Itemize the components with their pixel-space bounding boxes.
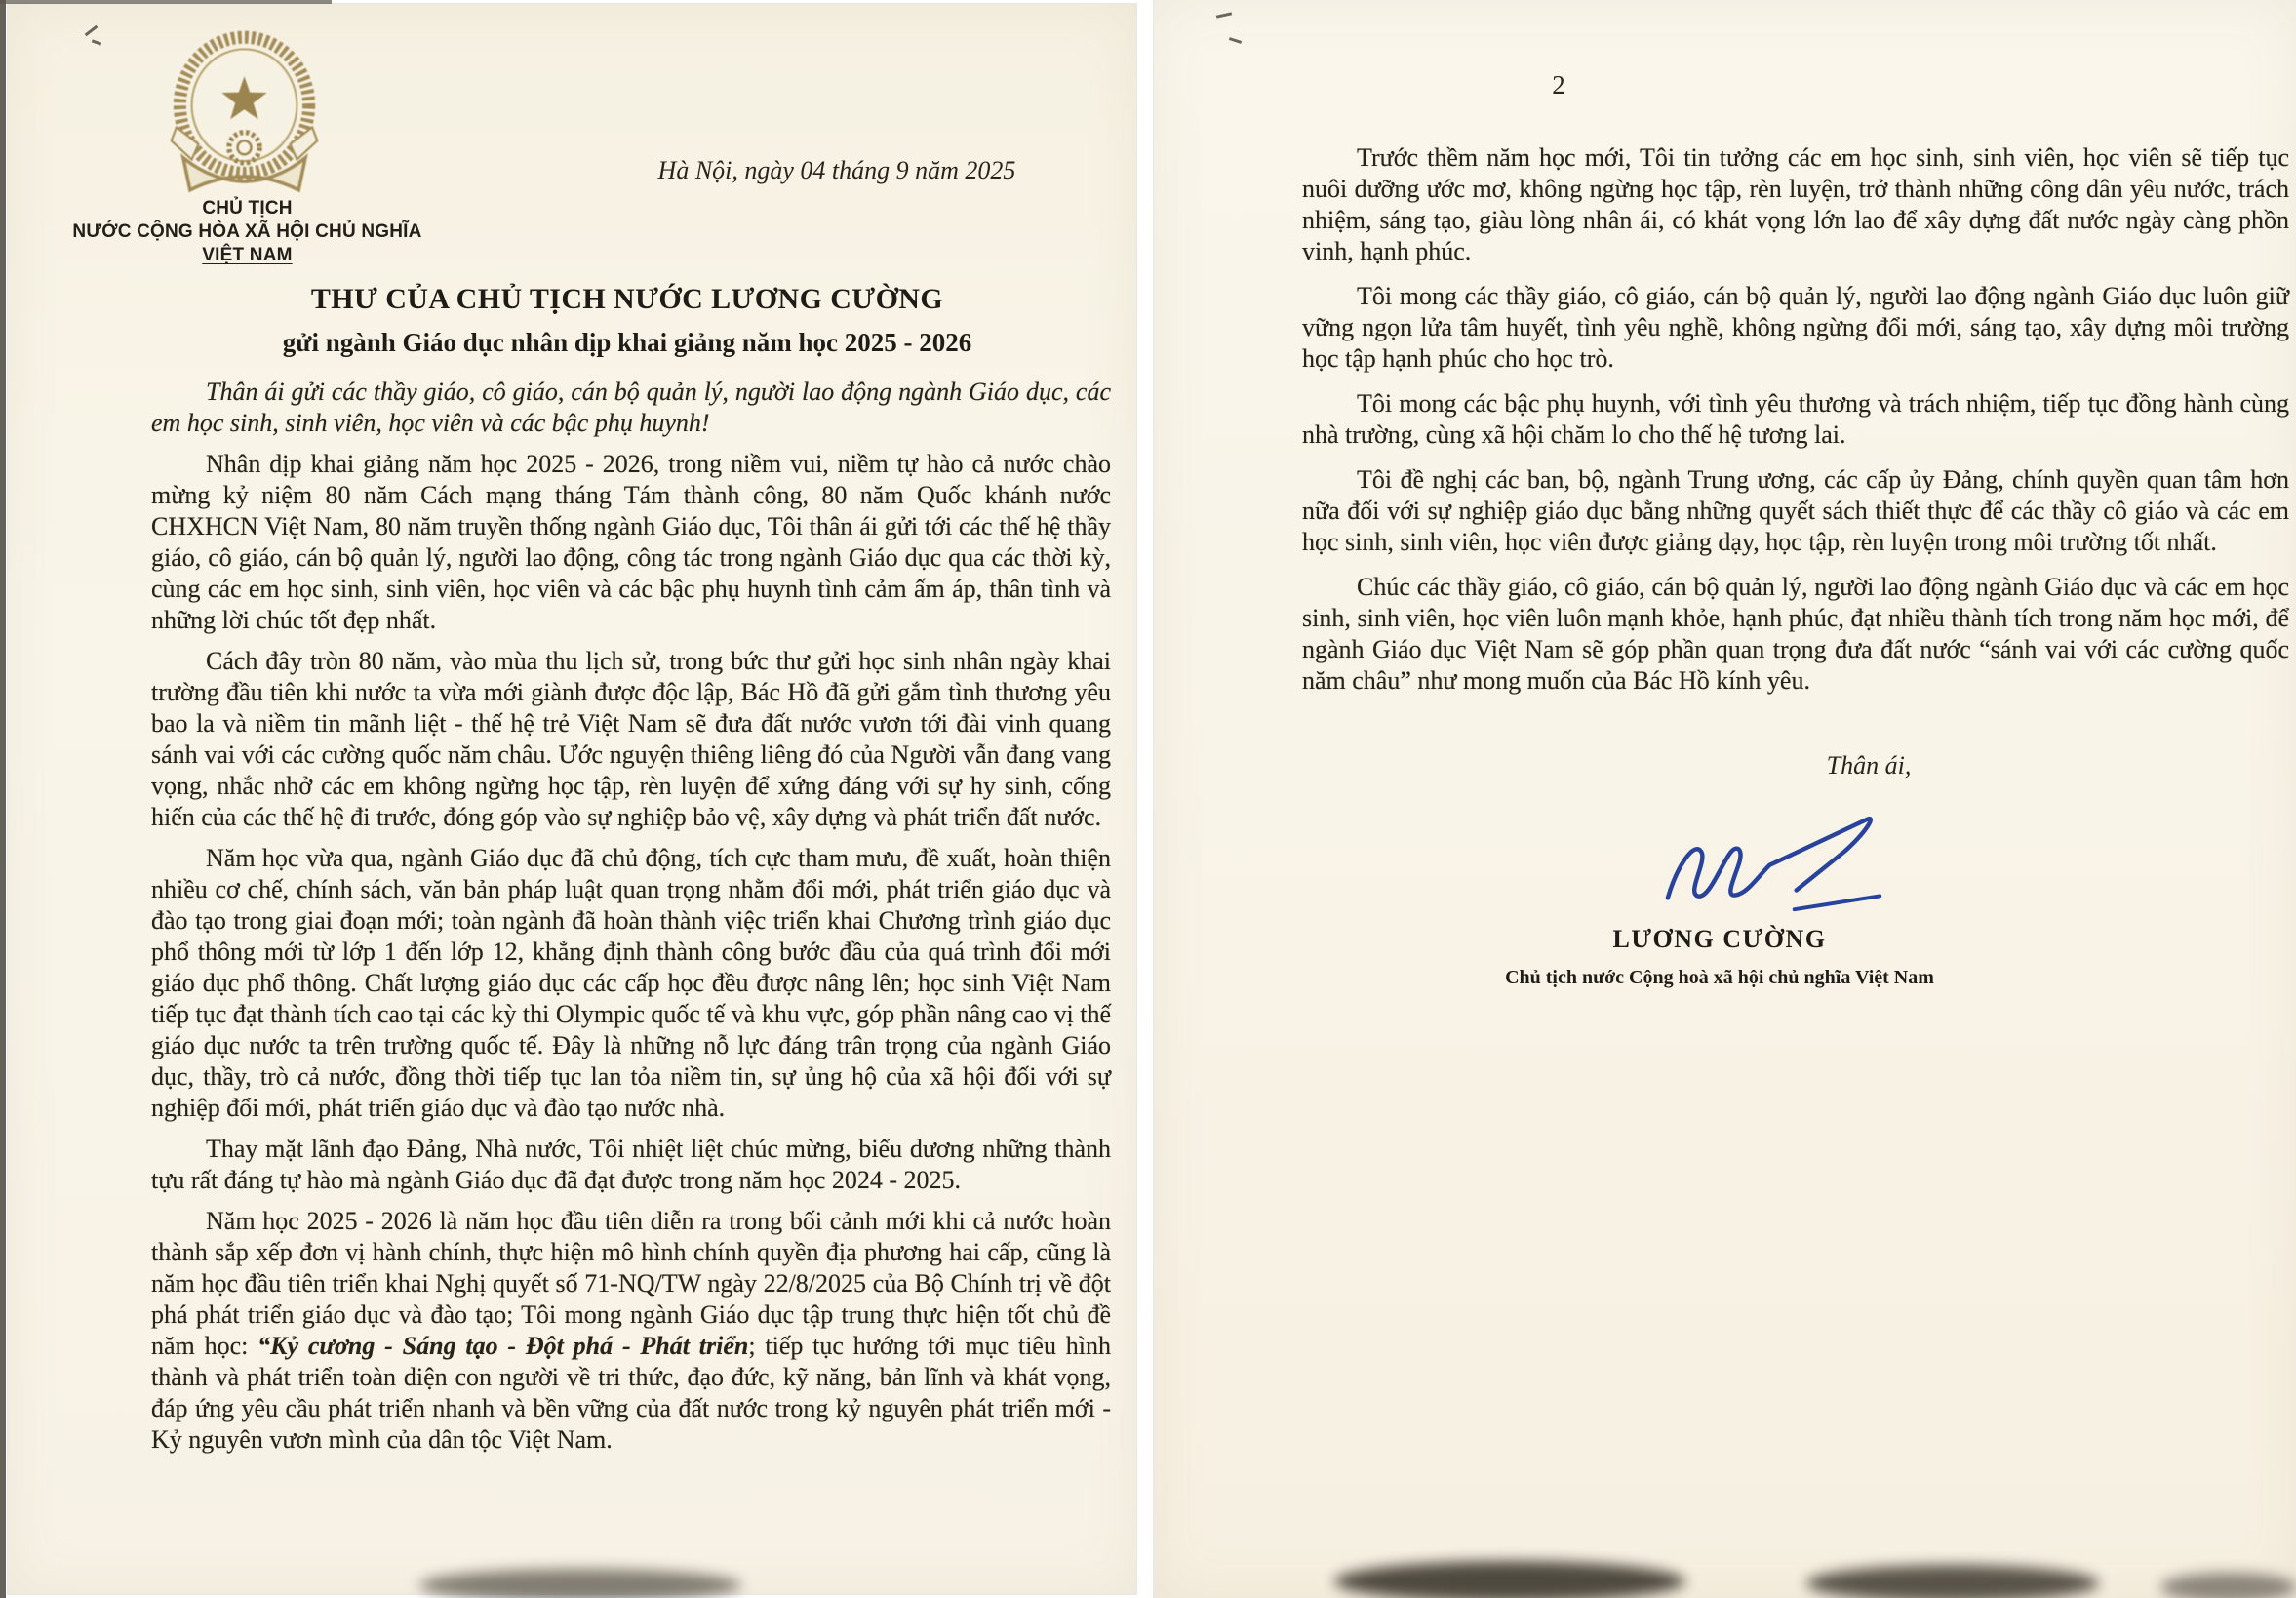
paragraph: Nhân dịp khai giảng năm học 2025 - 2026, trong niềm vui, niềm tự hào cả nước chào mừng kỷ niệm 80 năm Cách mạng tháng Tám thành công, 80 năm Quốc khánh nước CHXHCN Việt Nam, 80 năm truyền thống ngành Giáo dục, Tôi thân ái gửi tới các thế hệ thầy giáo, cô giáo, cán bộ quản lý, người lao động, công tác trong ngành Giáo dục qua các thời kỳ, cùng các em học sinh, sinh viên, học viên và các bậc phụ huynh tình cảm ấm áp, thân tình và những lời chúc tốt đẹp nhất. <box>151 450 1111 634</box>
letter-page-1 <box>8 4 1136 1594</box>
letter-page-2 <box>1154 0 2296 1598</box>
dateline: Hà Nội, ngày 04 tháng 9 năm 2025 <box>657 156 1016 184</box>
closing-salute: Thân ái, <box>1826 751 1912 779</box>
letter-body-page-1 <box>151 377 1111 1465</box>
paragraph: Tôi mong các bậc phụ huynh, với tình yêu thương và trách nhiệm, tiếp tục đồng hành cùng nhà trường, cùng xã hội chăm lo cho thế hệ tương lai. <box>1302 389 2289 449</box>
paragraph: Năm học vừa qua, ngành Giáo dục đã chủ động, tích cực tham mưu, đề xuất, hoàn thiện nhiều cơ chế, chính sách, văn bản pháp luật quan trọng nhằm đổi mới, phát triển giáo dục và đào tạo trong giai đoạn mới; toàn ngành đã hoàn thành việc triển khai Chương trình giáo dục phổ thông mới từ lớp 1 đến lớp 12, khẳng định thành công bước đầu của quá trình đổi mới giáo dục phổ thông. Chất lượng giáo dục các cấp học đều được nâng lên; học sinh Việt Nam tiếp tục đạt thành tích cao tại các kỳ thi Olympic quốc tế và khu vực, góp phần nâng cao vị thế giáo dục nước ta trên trường quốc tế. Đây là những nỗ lực đáng trân trọng của ngành Giáo dục, thầy, trò cả nước, đồng thời tiếp tục lan tỏa niềm tin, sự ủng hộ của xã hội đối với sự nghiệp đổi mới, phát triển giáo dục và đào tạo nước nhà. <box>151 844 1111 1122</box>
letterhead-org <box>45 197 450 267</box>
page-number: 2 <box>1552 70 1565 100</box>
org-line-country: NƯỚC CỘNG HÒA XÃ HỘI CHỦ NGHĨA <box>72 221 422 242</box>
pen-mark <box>1216 12 1232 18</box>
letter-body-page-2 <box>1302 142 2289 710</box>
paragraph: Tôi đề nghị các ban, bộ, ngành Trung ương, các cấp ủy Đảng, chính quyền quan tâm hơn nữa đối với sự nghiệp giáo dục bằng những quyết sách thiết thực để các thầy cô giáo và các em học sinh, sinh viên, học viên được giảng dạy, học tập, rèn luyện trong môi trường tốt nhất. <box>1302 465 2289 556</box>
scan-edge <box>0 0 332 4</box>
theme-prefix: Năm học 2025 - 2026 là năm học đầu tiên diễn ra trong bối cảnh mới khi cả nước hoàn thành sắp xếp đơn vị hành chính, thực hiện mô hình chính quyền địa phương hai cấp, cũng là năm học đầu tiên triển khai Nghị quyết số 71-NQ/TW ngày 22/8/2025 của Bộ Chính trị về đột phá phát triển giáo dục và đào tạo; Tôi mong ngành Giáo dục tập trung thực hiện tốt chủ đề năm học: <box>151 1207 1111 1360</box>
scan-smudge <box>1334 1561 1685 1598</box>
scan-edge <box>0 0 6 1598</box>
org-line-chu-tich: CHỦ TỊCH <box>202 198 293 219</box>
paragraph: Trước thềm năm học mới, Tôi tin tưởng các em học sinh, sinh viên, học viên sẽ tiếp tục nuôi dưỡng ước mơ, không ngừng học tập, rèn luyện, trở thành những công dân yêu nước, trách nhiệm, sáng tạo, giàu lòng nhân ái, có khát vọng lớn lao để xây dựng đất nước ngày càng phồn vinh, hạnh phúc. <box>1302 143 2289 265</box>
signer-block <box>1359 925 2080 989</box>
paragraph: Thay mặt lãnh đạo Đảng, Nhà nước, Tôi nhiệt liệt chúc mừng, biểu dương những thành tựu rất đáng tự hào mà ngành Giáo dục đã đạt được trong năm học 2024 - 2025. <box>151 1135 1111 1194</box>
signer-name: LƯƠNG CƯỜNG <box>1612 925 1827 953</box>
pen-mark <box>1229 37 1242 44</box>
paragraph: Tôi mong các thầy giáo, cô giáo, cán bộ quản lý, người lao động ngành Giáo dục luôn giữ vững ngọn lửa tâm huyết, tình yêu nghề, không ngừng đổi mới, sáng tạo, xây dựng môi trường học tập hạnh phúc cho học trò. <box>1302 282 2289 373</box>
paragraph: Chúc các thầy giáo, cô giáo, cán bộ quản lý, người lao động ngành Giáo dục và các em học sinh, sinh viên, học viên luôn mạnh khỏe, hạnh phúc, đạt nhiều thành tích trong năm học mới, để ngành Giáo dục Việt Nam sẽ góp phần quan trọng đưa đất nước “sánh vai với các cường quốc năm châu” như mong muốn của Bác Hồ kính yêu. <box>1302 573 2289 695</box>
vietnam-emblem-icon <box>154 25 335 195</box>
salutation: Thân ái gửi các thầy giáo, cô giáo, cán bộ quản lý, người lao động ngành Giáo dục, các em học sinh, sinh viên, học viên và các bậc phụ huynh! <box>151 378 1111 437</box>
scan-smudge <box>2160 1573 2296 1598</box>
paragraph: Cách đây tròn 80 năm, vào mùa thu lịch sử, trong bức thư gửi học sinh nhân ngày khai trường đầu tiên khi nước ta vừa mới giành được độc lập, Bác Hồ đã gửi gắm tình thương yêu bao la và niềm tin mãnh liệt - thế hệ trẻ Việt Nam sẽ đưa đất nước vươn tới đài vinh quang sánh vai với các cường quốc năm châu. Ước nguyện thiêng liêng đó của Người vẫn đang vang vọng, nhắc nhở các em không ngừng học tập, rèn luyện để xứng đáng với sự hy sinh, cống hiến của các thế hệ đi trước, đóng góp vào sự nghiệp bảo vệ, xây dựng và phát triển đất nước. <box>151 647 1111 831</box>
pen-mark <box>92 39 101 45</box>
org-line-vietnam: VIỆT NAM <box>202 245 293 265</box>
signature-icon <box>1646 804 1908 919</box>
letter-title: THƯ CỦA CHỦ TỊCH NƯỚC LƯƠNG CƯỜNG <box>310 283 944 315</box>
scan-smudge <box>419 1569 741 1598</box>
school-year-theme: “Kỷ cương - Sáng tạo - Đột phá - Phát triển <box>257 1332 749 1360</box>
signer-title: Chủ tịch nước Cộng hoà xã hội chủ nghĩa Việt Nam <box>1505 967 1934 988</box>
theme-suffix: ; tiếp tục hướng tới mục tiêu hình thành và phát triển toàn diện con người về tri thức, đạo đức, kỹ năng, bản lĩnh và khát vọng, đáp ứng yêu cầu phát triển nhanh và bền vững của đất nước trong kỷ nguyên phát triển mới - Kỷ nguyên vươn mình của dân tộc Việt Nam. <box>151 1332 1111 1454</box>
scan-smudge <box>1806 1565 2099 1598</box>
pen-mark <box>85 25 99 37</box>
letter-subtitle: gửi ngành Giáo dục nhân dịp khai giảng năm học 2025 - 2026 <box>282 328 972 357</box>
paragraph-with-theme <box>151 1206 1111 1456</box>
